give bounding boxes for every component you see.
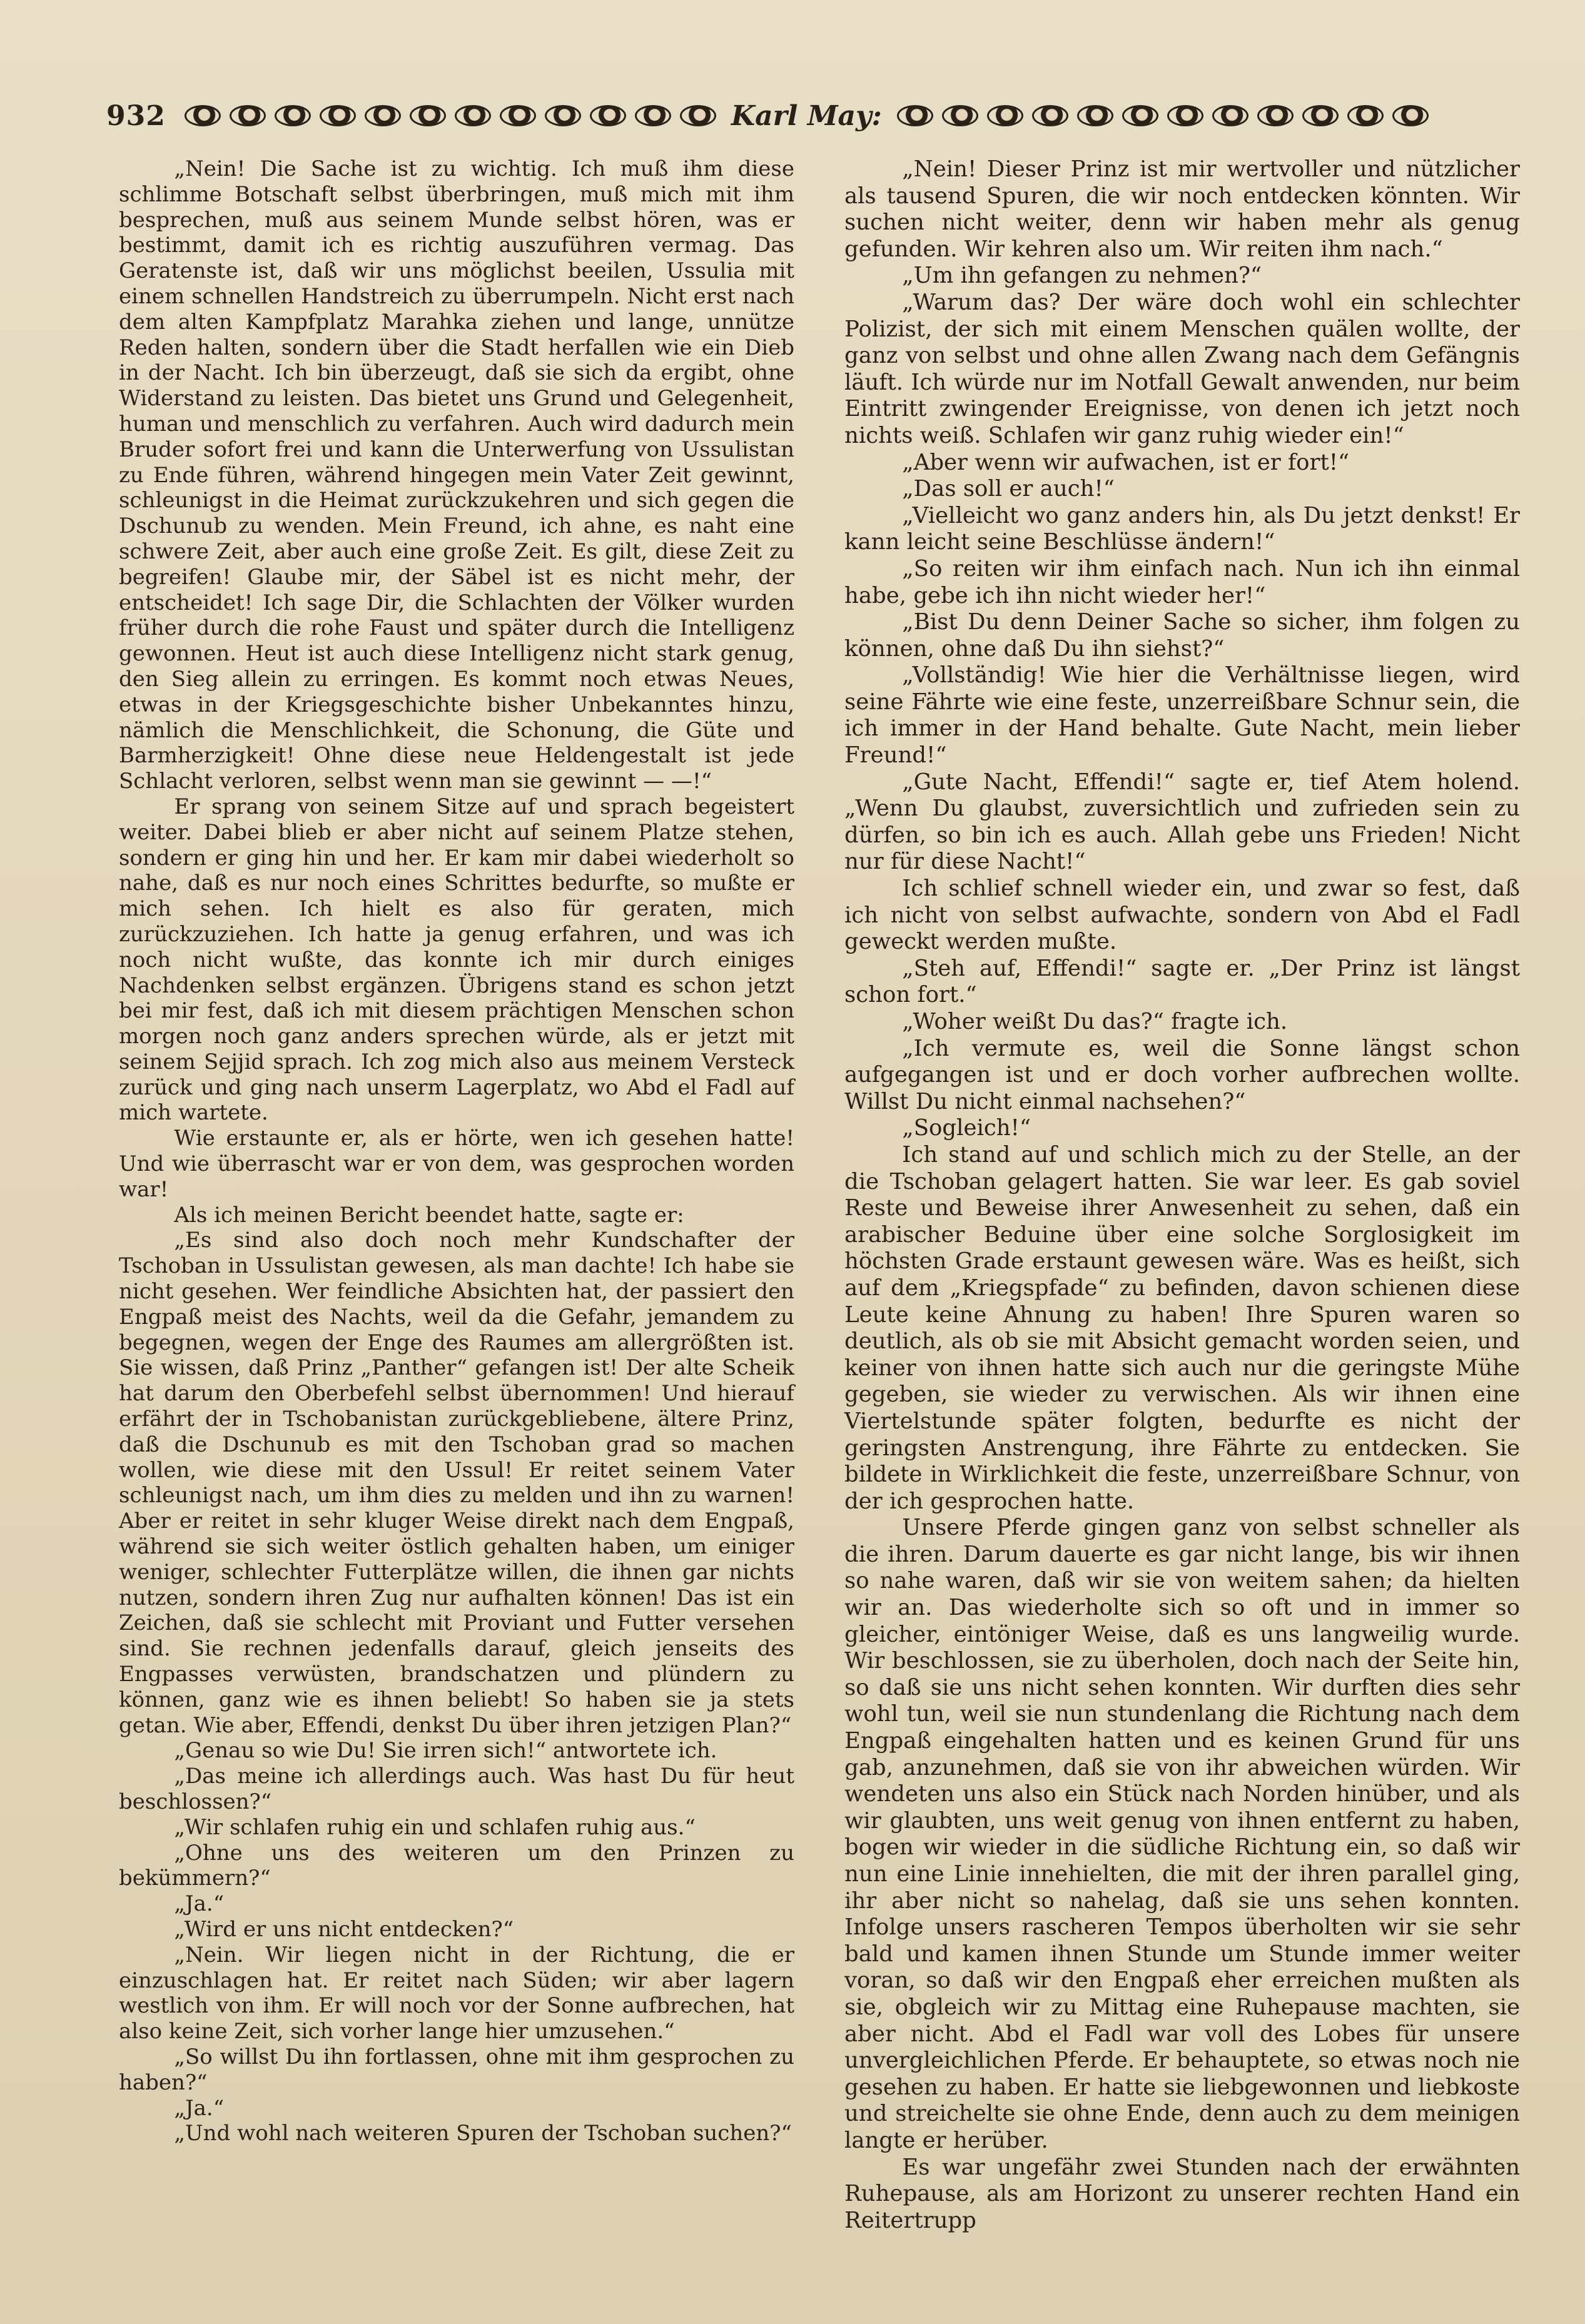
scroll-ornament-icon xyxy=(1392,105,1429,126)
scroll-ornament-icon xyxy=(1347,105,1384,126)
scroll-ornament-icon xyxy=(942,105,978,126)
paragraph: „Ich vermute es, weil die Sonne längst schon aufgegangen ist und er doch vorher aufbrechen wollte. Willst Du nicht einmal nachsehen?“ xyxy=(844,1035,1520,1114)
paragraph: „Das meine ich allerdings auch. Was hast Du für heut beschlossen?“ xyxy=(119,1764,794,1814)
scroll-ornament-icon xyxy=(410,105,446,126)
paragraph: „Woher weißt Du das?“ fragte ich. xyxy=(902,1009,1288,1034)
scroll-ornament-icon xyxy=(1122,105,1158,126)
text-column-right xyxy=(844,156,1520,2234)
paragraph: Unsere Pferde gingen ganz von selbst schneller als die ihren. Darum dauerte es gar nicht lange, bis wir ihnen so nahe waren, daß wir sie von weitem sahen; da hielten wir an. Das wiederholte sich so oft und in immer so gleicher, eintöniger Weise, daß es uns langweilig wurde. Wir beschlossen, sie zu überholen, doch nach der Seite hin, so daß sie uns nicht sehen konnten. Wir durften dies sehr wohl tun, weil sie nun stundenlang die Richtung nach dem Engpaß eingehalten hatten und es keinen Grund für uns gab, anzunehmen, daß sie von ihr abweichen würden. Wir wendeten uns also ein Stück nach Norden hinüber, und als wir glaubten, uns weit genug von ihnen entfernt zu haben, bogen wir wieder in die südliche Richtung ein, so daß wir nun eine Linie innehielten, die mit der ihren parallel ging, ihr aber nicht so nahelag, daß sie uns sehen konnten. Infolge unsers rascheren Tempos überholten wir sie sehr bald und kamen ihnen Stunde um Stunde immer weiter voran, so daß wir den Engpaß eher erreichen mußten als sie, obgleich wir zu Mittag eine Ruhepause machten, sie aber nicht. Abd el Fadl war voll des Lobes für unsere unvergleichlichen Pferde. Er behauptete, so etwas noch nie gesehen zu haben. Er hatte sie liebgewonnen und liebkoste und streichelte sie ohne Ende, denn auch zu dem meinigen langte er herüber. xyxy=(844,1515,1520,2153)
text-column-left xyxy=(119,156,794,2146)
paragraph: „Ohne uns des weiteren um den Prinzen zu bekümmern?“ xyxy=(119,1840,794,1891)
paragraph: „So reiten wir ihm einfach nach. Nun ich ihn einmal habe, gebe ich ihn nicht wieder her!“ xyxy=(844,555,1520,609)
paragraph: „Warum das? Der wäre doch wohl ein schlechter Polizist, der sich mit einem Menschen quälen wollte, der ganz von selbst und ohne allen Zwang nach dem Gefängnis läuft. Ich würde nur im Notfall Gewalt anwenden, nur beim Eintritt zwingender Ereignisse, von denen ich jetzt noch nichts weiß. Schlafen wir ganz ruhig wieder ein!“ xyxy=(844,289,1520,448)
scroll-ornament-icon xyxy=(680,105,716,126)
paragraph: „Genau so wie Du! Sie irren sich!“ antwortete ich. xyxy=(174,1738,717,1764)
paragraph: „Steh auf, Effendi!“ sagte er. „Der Prinz ist längst schon fort.“ xyxy=(844,955,1520,1008)
paragraph: Er sprang von seinem Sitze auf und sprach begeistert weiter. Dabei blieb er aber nicht auf seinem Platze stehen, sondern er ging hin und her. Er kam mir dabei wiederholt so nahe, daß es nur noch eines Schrittes bedurfte, so mußte er mich sehen. Ich hielt es also für geraten, mich zurückzuziehen. Ich hatte ja genug erfahren, und was ich noch nicht wußte, das konnte ich mir durch einiges Nachdenken selbst ergänzen. Übrigens stand es schon jetzt bei mir fest, daß ich mit diesem prächtigen Menschen schon morgen noch ganz anders sprechen würde, als er jetzt mit seinem Sejjid sprach. Ich zog mich also aus meinem Versteck zurück und ging nach unserm Lagerplatz, wo Abd el Fadl auf mich wartete. xyxy=(119,794,794,1126)
scroll-ornament-icon xyxy=(275,105,311,126)
paragraph: Wie erstaunte er, als er hörte, wen ich gesehen hatte! Und wie überrascht war er von dem, was gesprochen worden war! xyxy=(119,1126,794,1202)
paragraph: „Vielleicht wo ganz anders hin, als Du jetzt denkst! Er kann leicht seine Beschlüsse ändern!“ xyxy=(844,502,1520,555)
scroll-ornament-icon xyxy=(1212,105,1248,126)
page-header xyxy=(106,94,1489,138)
paragraph: „Es sind also doch noch mehr Kundschafter der Tschoban in Ussulistan gewesen, als man dachte! Ich habe sie nicht gesehen. Wer feindliche Absichten hat, der passiert den Engpaß meist des Nachts, weil da die Gefahr, jemandem zu begegnen, wegen der Enge des Raumes am allergrößten ist. Sie wissen, daß Prinz „Panther“ gefangen ist! Der alte Scheik hat darum den Oberbefehl selbst übernommen! Und hierauf erfährt der in Tschobanistan zurückgebliebene, ältere Prinz, daß die Dschunub es mit den Tschoban grad so machen wollen, wie diese mit den Ussul! Er reitet seinem Vater schleunigst nach, um ihm dies zu melden und ihn zu warnen! Aber er reitet in sehr kluger Weise direkt nach dem Engpaß, während sie sich weiter östlich gehalten haben, um einiger weniger, schlechter Futterplätze willen, die ihnen gar nichts nutzen, sondern ihren Zug nur aufhalten können! Das ist ein Zeichen, daß sie schlecht mit Proviant und Futter versehen sind. Sie rechnen jedenfalls darauf, gleich jenseits des Engpasses verwüsten, brandschatzen und plündern zu können, ganz wie es ihnen beliebt! So haben sie ja stets getan. Wie aber, Effendi, denkst Du über ihren jetzigen Plan?“ xyxy=(119,1228,794,1738)
scroll-ornament-icon xyxy=(1302,105,1339,126)
paragraph: Als ich meinen Bericht beendet hatte, sagte er: xyxy=(174,1202,684,1228)
scroll-ornament-icon xyxy=(500,105,536,126)
scroll-ornament-icon xyxy=(455,105,491,126)
paragraph: „Nein. Wir liegen nicht in der Richtung, die er einzuschlagen hat. Er reitet nach Süden; wir aber lagern westlich von ihm. Er will noch vor der Sonne aufbrechen, hat also keine Zeit, sich vorher lange hier umzusehen.“ xyxy=(119,1942,794,2044)
paragraph: Ich schlief schnell wieder ein, und zwar so fest, daß ich nicht von selbst aufwachte, sondern von Abd el Fadl geweckt werden mußte. xyxy=(844,876,1520,955)
scroll-ornament-icon xyxy=(635,105,671,126)
running-head-author: Karl May: xyxy=(731,99,882,132)
scroll-ornament-icon xyxy=(1077,105,1113,126)
ornament-row-right xyxy=(897,105,1429,126)
paragraph: „Nein! Die Sache ist zu wichtig. Ich muß ihm diese schlimme Botschaft selbst überbringen, muß mich mit ihm besprechen, muß aus seinem Munde selbst hören, was er bestimmt, damit ich es richtig auszuführen vermag. Das Geratenste ist, daß wir uns möglichst beeilen, Ussulia mit einem schnellen Handstreich zu überrumpeln. Nicht erst nach dem alten Kampfplatz Marahka ziehen und lange, unnütze Reden halten, sondern über die Stadt herfallen wie ein Dieb in der Nacht. Ich bin überzeugt, daß sie sich da ergibt, ohne Widerstand zu leisten. Das bietet uns Grund und Gelegenheit, human und menschlich zu verfahren. Auch wird dadurch mein Bruder sofort frei und kann die Unterwerfung von Ussulistan zu Ende führen, während hingegen mein Vater Zeit gewinnt, schleunigst in die Heimat zurückzukehren und sich gegen die Dschunub zu wenden. Mein Freund, ich ahne, es naht eine schwere Zeit, aber auch eine große Zeit. Es gilt, diese Zeit zu begreifen! Glaube mir, der Säbel ist es nicht mehr, der entscheidet! Ich sage Dir, die Schlachten der Völker wurden früher durch die rohe Faust und später durch die Intelligenz gewonnen. Heut ist auch diese Intelligenz nicht stark genug, den Sieg allein zu erringen. Es kommt noch etwas Neues, etwas in der Kriegsgeschichte bisher Unbekanntes hinzu, nämlich die Menschlichkeit, die Schonung, die Güte und Barmherzigkeit! Ohne diese neue Heldengestalt ist jede Schlacht verloren, selbst wenn man sie gewinnt — —!“ xyxy=(119,156,794,794)
paragraph: „Vollständig! Wie hier die Verhältnisse liegen, wird seine Fährte wie eine feste, unzerreißbare Schnur sein, die ich immer in der Hand behalte. Gute Nacht, mein lieber Freund!“ xyxy=(844,662,1520,769)
paragraph: „Bist Du denn Deiner Sache so sicher, ihm folgen zu können, ohne daß Du ihn siehst?“ xyxy=(844,609,1520,662)
scroll-ornament-icon xyxy=(230,105,266,126)
paragraph: „Sogleich!“ xyxy=(902,1115,1031,1141)
page-number: 932 xyxy=(106,99,166,132)
scroll-ornament-icon xyxy=(545,105,581,126)
scroll-ornament-icon xyxy=(320,105,356,126)
paragraph: „Und wohl nach weiteren Spuren der Tschoban suchen?“ xyxy=(174,2121,792,2146)
scroll-ornament-icon xyxy=(1032,105,1068,126)
scroll-ornament-icon xyxy=(1167,105,1203,126)
paragraph: Es war ungefähr zwei Stunden nach der erwähnten Ruhepause, als am Horizont zu unserer rechten Hand ein Reitertrupp xyxy=(844,2154,1520,2233)
paragraph: „Wir schlafen ruhig ein und schlafen ruhig aus.“ xyxy=(174,1814,696,1840)
scroll-ornament-icon xyxy=(1257,105,1294,126)
paragraph: „Wird er uns nicht entdecken?“ xyxy=(174,1916,514,1942)
paragraph: „Aber wenn wir aufwachen, ist er fort!“ xyxy=(902,449,1350,475)
paragraph: Ich stand auf und schlich mich zu der Stelle, an der die Tschoban gelagert hatten. Sie war leer. Es gab soviel Reste und Beweise ihrer Anwesenheit zu sehen, daß ein arabischer Beduine über eine solche Sorglosigkeit im höchsten Grade erstaunt gewesen wäre. Was es heißt, sich auf dem „Kriegspfade“ zu befinden, davon schienen diese Leute keine Ahnung zu haben! Ihre Spuren waren so deutlich, als ob sie mit Absicht gemacht worden seien, und keiner von ihnen hatte sich auch nur die geringste Mühe gegeben, sie wieder zu verwischen. Als wir ihnen eine Viertelstunde später folgten, bedurfte es nicht der geringsten Anstrengung, ihre Fährte zu entdecken. Sie bildete in Wirklichkeit die feste, unzerreißbare Schnur, von der ich gesprochen hatte. xyxy=(844,1141,1520,1514)
scroll-ornament-icon xyxy=(987,105,1023,126)
paragraph: „Ja.“ xyxy=(174,2095,225,2121)
paragraph: „So willst Du ihn fortlassen, ohne mit ihm gesprochen zu haben?“ xyxy=(119,2044,794,2095)
paragraph: „Ja.“ xyxy=(174,1891,225,1917)
paragraph: „Nein! Dieser Prinz ist mir wertvoller und nützlicher als tausend Spuren, die wir noch entdecken könnten. Wir suchen nicht weiter, denn wir haben mehr als genug gefunden. Wir kehren also um. Wir reiten ihm nach.“ xyxy=(844,156,1520,262)
paragraph: „Um ihn gefangen zu nehmen?“ xyxy=(902,263,1262,289)
scroll-ornament-icon xyxy=(590,105,626,126)
scroll-ornament-icon xyxy=(897,105,933,126)
scroll-ornament-icon xyxy=(185,105,221,126)
scroll-ornament-icon xyxy=(365,105,401,126)
ornament-row-left xyxy=(185,105,716,126)
paragraph: „Das soll er auch!“ xyxy=(902,476,1115,502)
paragraph: „Gute Nacht, Effendi!“ sagte er, tief Atem holend. „Wenn Du glaubst, zuversichtlich und zufrieden sein zu dürfen, so bin ich es auch. Allah gebe uns Frieden! Nicht nur für diese Nacht!“ xyxy=(844,769,1520,875)
